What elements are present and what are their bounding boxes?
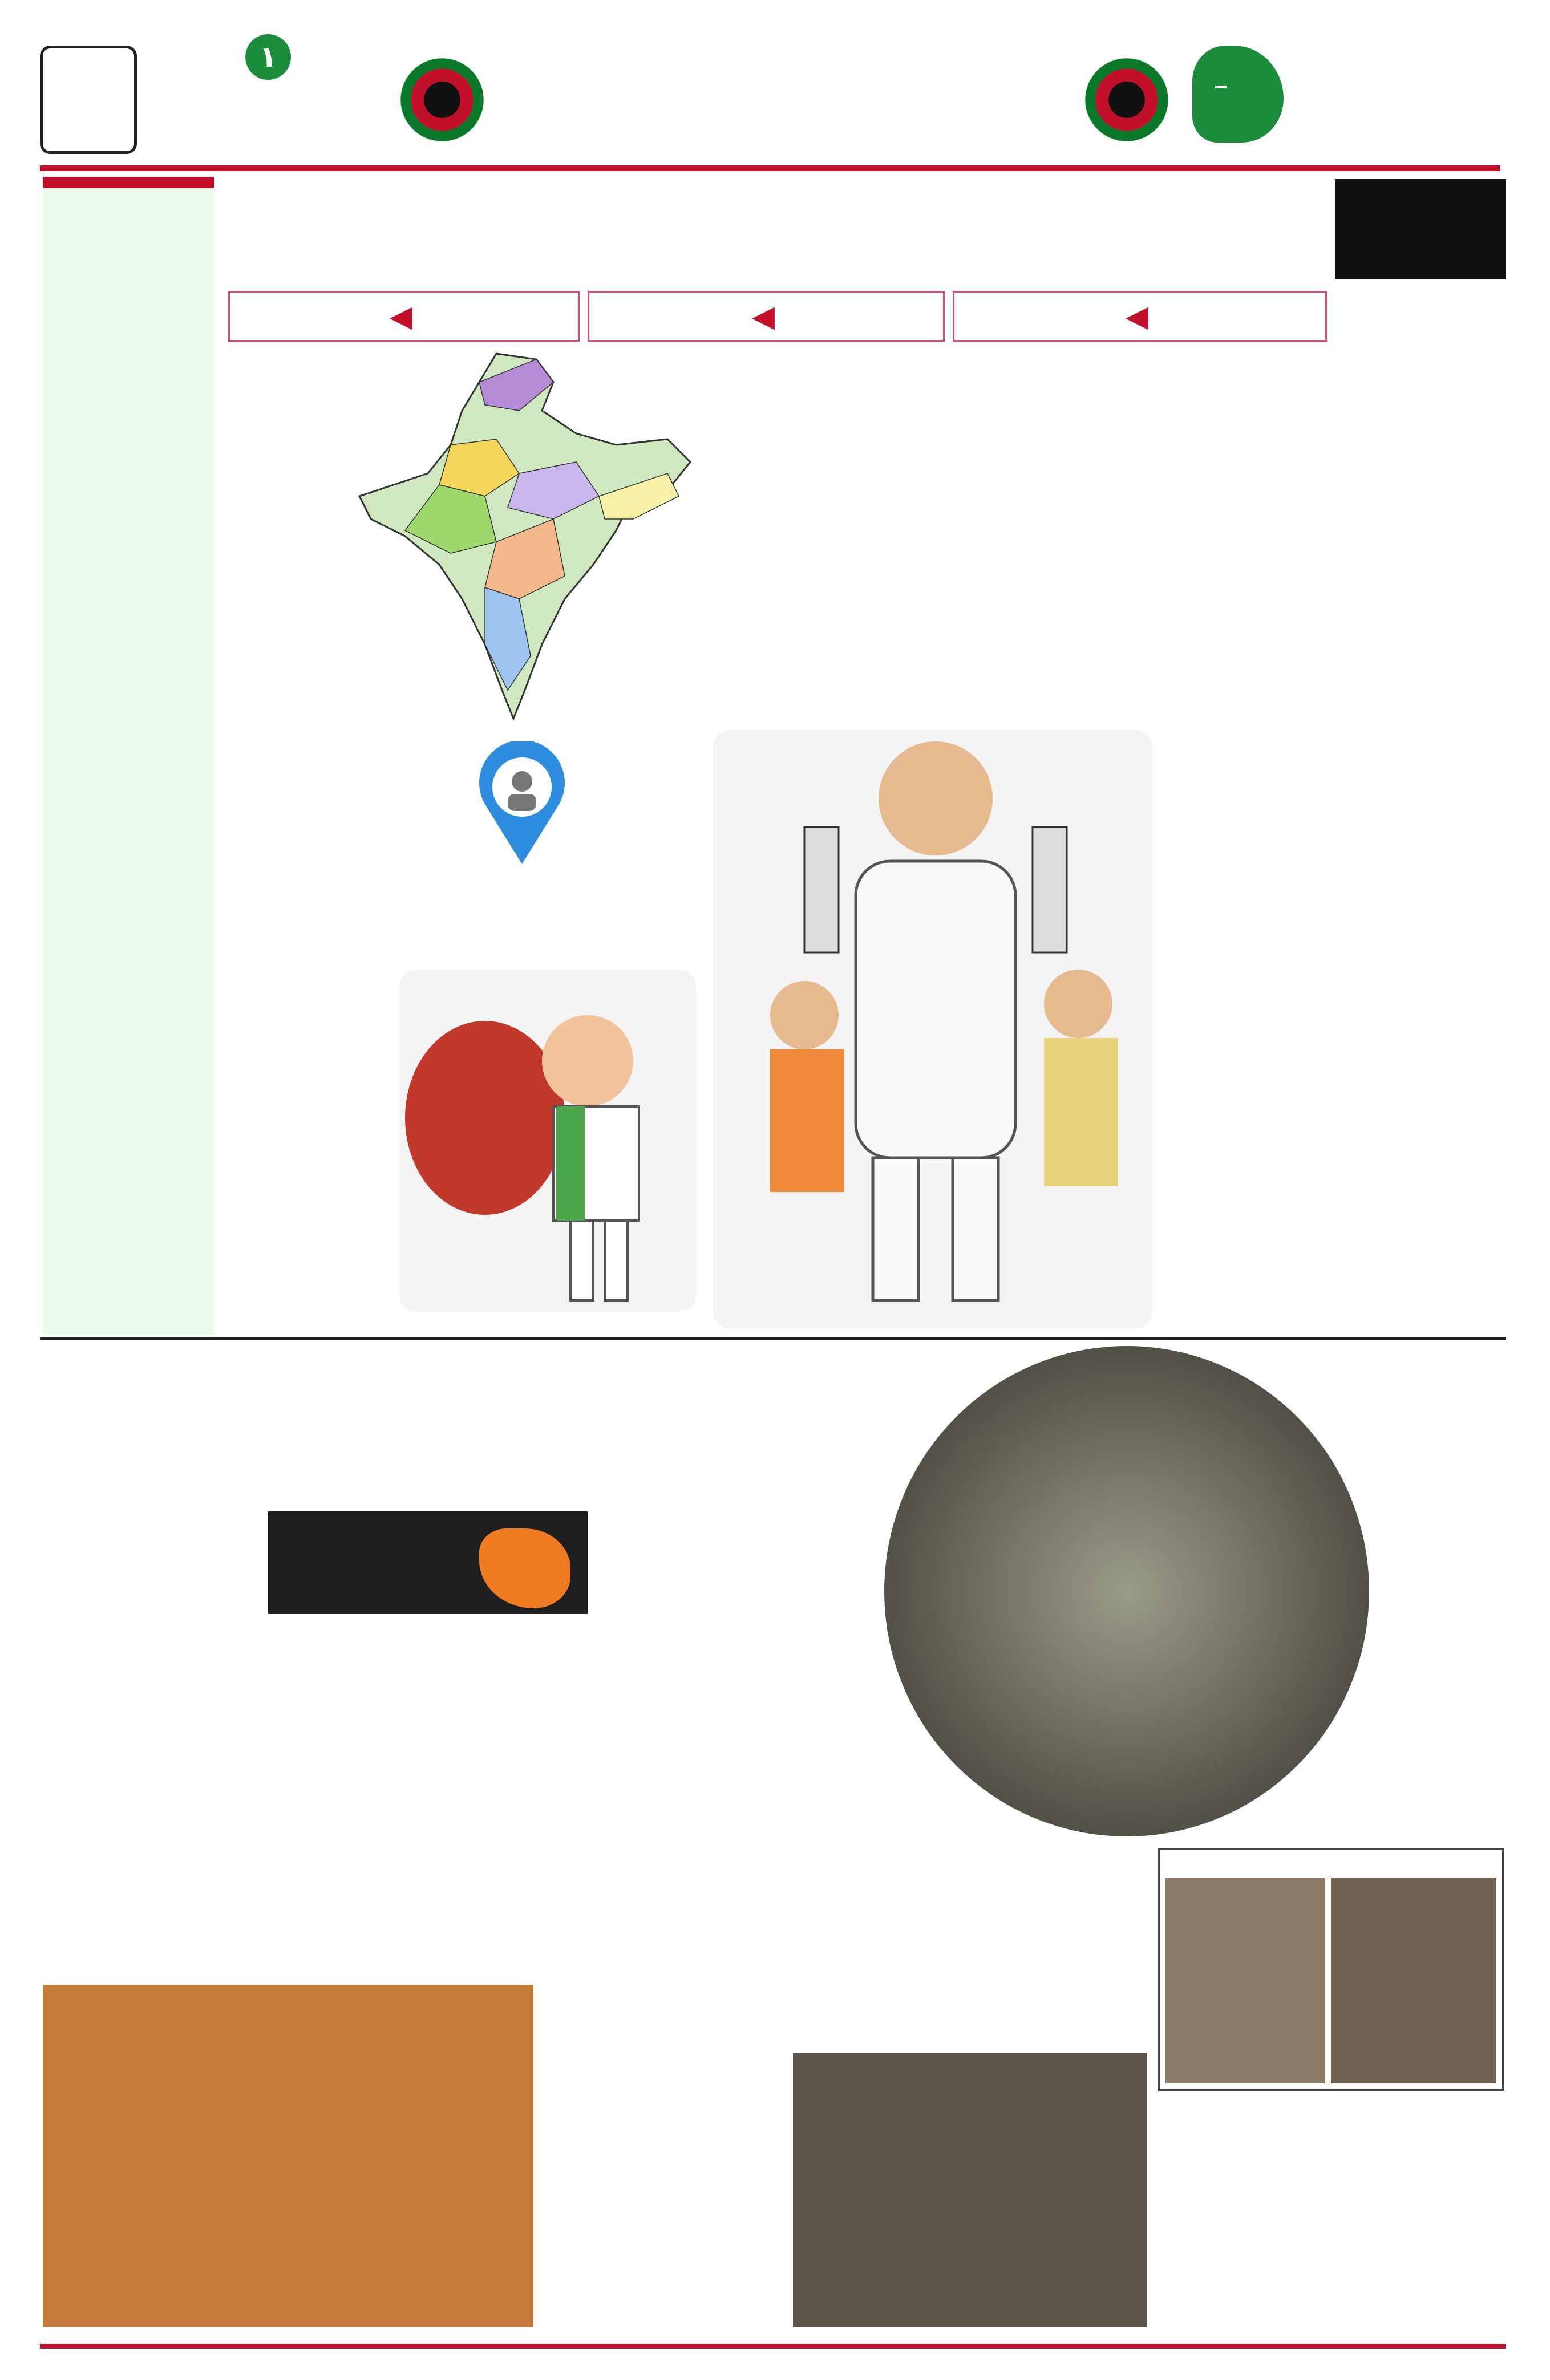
brand-logo xyxy=(148,34,388,165)
page-number xyxy=(40,46,137,154)
seat-list-header xyxy=(43,177,214,188)
candidate-photo-right xyxy=(1331,1878,1496,2083)
flower-ornament-icon xyxy=(394,51,491,148)
article-column-g xyxy=(228,970,394,1329)
chandigarh-column-1 xyxy=(43,1352,260,1979)
masthead xyxy=(40,34,1500,171)
article-column-b xyxy=(947,348,1130,724)
brand-emblem-icon: ١ xyxy=(245,34,291,80)
candidate-photos xyxy=(1158,1848,1504,2091)
sub-banner-women xyxy=(588,291,945,342)
chandigarh-column-2 xyxy=(599,1352,827,1894)
cartoon-moneybag-icon xyxy=(399,970,696,1312)
pin-svg-icon xyxy=(474,741,570,867)
cartoon-politicians-icon xyxy=(713,730,1152,1329)
chandigarh-rally-photo xyxy=(43,1985,533,2327)
article-column-e xyxy=(228,741,462,958)
candidate-photo-left xyxy=(1165,1878,1325,2083)
cartoon-politicians xyxy=(713,730,1152,1329)
footer-rule xyxy=(40,2344,1506,2349)
section-tag xyxy=(1335,177,1506,279)
latur-fort-artwork xyxy=(884,1346,1369,1836)
candidate-pin-icon xyxy=(474,741,570,867)
vote-share-bars xyxy=(268,1620,588,1871)
latur-bottom-column xyxy=(1158,2099,1506,2333)
article-column-a xyxy=(1135,348,1324,1329)
sub-banner-criminal xyxy=(953,291,1327,342)
deshmukh-brothers-photo xyxy=(793,2053,1147,2327)
section-divider xyxy=(40,1337,1506,1340)
vote-share-chart xyxy=(268,1511,588,1876)
election-logo xyxy=(1192,34,1500,165)
article-column-c xyxy=(713,348,941,724)
flower-ornament-icon xyxy=(1078,51,1175,148)
cartoon-moneybag xyxy=(399,970,696,1312)
masthead-center xyxy=(485,57,1055,76)
phase-three-seat-list xyxy=(43,177,214,1335)
maharashtra-column-2 xyxy=(839,1842,1198,2047)
india-map-icon xyxy=(1192,46,1284,143)
article-column-d xyxy=(570,348,702,736)
vote-badge xyxy=(1215,86,1227,88)
right-sidebar xyxy=(1335,291,1506,1335)
sub-banner-crorepati xyxy=(228,291,580,342)
section-tag-line2 xyxy=(1335,177,1506,179)
article-column-f xyxy=(570,741,707,958)
